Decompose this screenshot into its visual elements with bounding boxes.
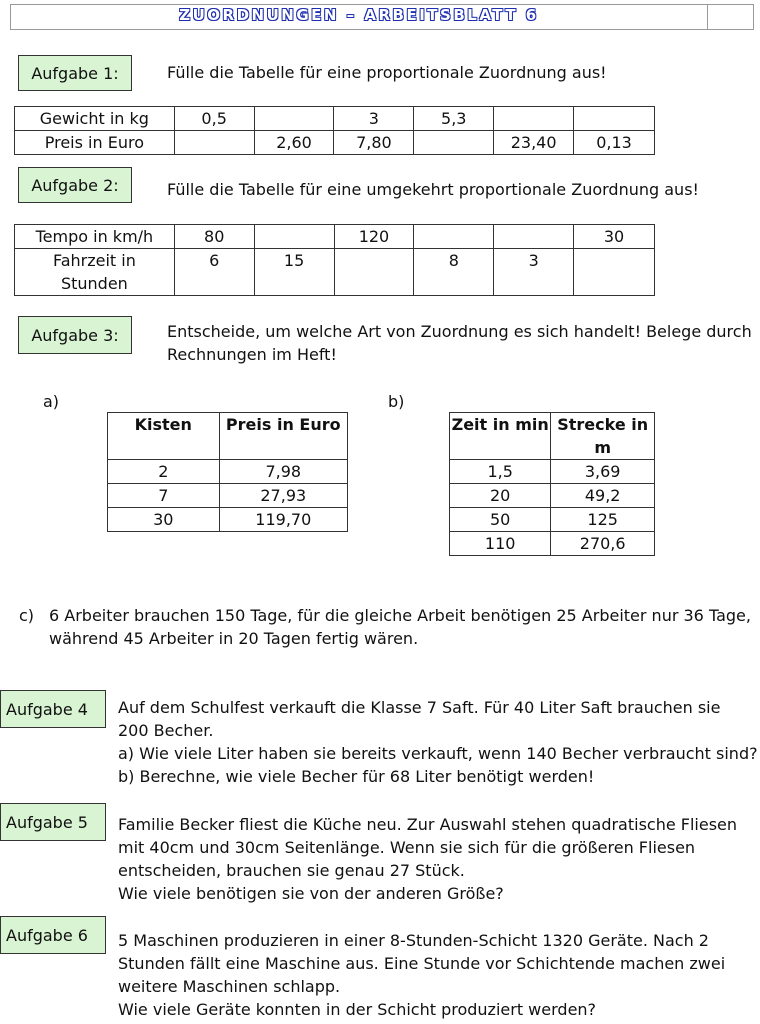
table-cell: 3,69 (551, 460, 655, 484)
aufgabe-6-line-2: Stunden fällt eine Maschine aus. Eine Stunde vor Schichtende machen zwei (118, 954, 726, 973)
table-cell (15, 249, 175, 296)
aufgabe-6-line-4: Wie viele Geräte konnten in der Schicht produziert werden? (118, 1000, 597, 1019)
table-header (551, 413, 655, 460)
table-row (450, 508, 655, 532)
aufgabe-2-instruction: Fülle die Tabelle für eine umgekehrt proportionale Zuordnung aus! (167, 180, 699, 199)
table-cell: 8 (414, 249, 494, 296)
table-cell: 2,60 (254, 131, 334, 155)
aufgabe-5-line-1: Familie Becker fliest die Küche neu. Zur Auswahl stehen quadratische Fliesen (118, 815, 738, 834)
table-cell[interactable] (574, 249, 655, 296)
aufgabe-3-instruction-line-2: Rechnungen im Heft! (167, 345, 337, 364)
aufgabe-6-line-3: weitere Maschinen schlapp. (118, 977, 341, 996)
table-row (450, 460, 655, 484)
table-cell[interactable] (494, 107, 574, 131)
table-cell: 5,3 (414, 107, 494, 131)
aufgabe-4-question-b: b) Berechne, wie viele Becher für 68 Liter benötigt werden! (118, 767, 595, 786)
title-bar (10, 4, 754, 30)
table-cell[interactable] (254, 107, 334, 131)
table-cell: 0,5 (174, 107, 254, 131)
part-c-label: c) (19, 606, 35, 625)
part-a-label: a) (43, 392, 60, 411)
aufgabe-4-question-a: a) Wie viele Liter haben sie bereits verkauft, wenn 140 Becher verbraucht sind? (118, 744, 758, 763)
table-row (108, 460, 348, 484)
aufgabe-5-line-2: mit 40cm und 30cm Seitenlänge. Wenn sie sich für die größeren Fliesen (118, 838, 696, 857)
table-cell: 15 (254, 249, 334, 296)
table-cell: 110 (450, 532, 551, 556)
table-cell: 6 (174, 249, 254, 296)
title-divider (707, 5, 708, 29)
table-cell: 7,80 (334, 131, 414, 155)
table-cell: 1,5 (450, 460, 551, 484)
table-row (108, 508, 348, 532)
table-row (15, 107, 655, 131)
table-row (15, 249, 655, 296)
part-a-table (107, 412, 348, 532)
table-cell: 49,2 (551, 484, 655, 508)
aufgabe-4-line-1: Auf dem Schulfest verkauft die Klasse 7 Saft. Für 40 Liter Saft brauchen sie (118, 698, 721, 717)
table-cell: 2 (108, 460, 220, 484)
table-cell[interactable] (414, 131, 494, 155)
table-row (15, 131, 655, 155)
table-cell: 7,98 (219, 460, 347, 484)
part-c-line-2: während 45 Arbeiter in 20 Tagen fertig wären. (49, 629, 419, 648)
worksheet-title: ZUORDNUNGEN – ARBEITSBLATT 6 (179, 6, 539, 24)
table-row (15, 225, 655, 249)
table-cell: Gewicht in kg (15, 107, 175, 131)
table-cell: 270,6 (551, 532, 655, 556)
aufgabe-5-line-4: Wie viele benötigen sie von der anderen Größe? (118, 884, 504, 903)
aufgabe-4-line-2: 200 Becher. (118, 721, 214, 740)
table-cell: 120 (334, 225, 414, 249)
aufgabe-3-label: Aufgabe 3: (18, 316, 132, 354)
aufgabe-4-label: Aufgabe 4 (0, 690, 106, 728)
table-row (450, 532, 655, 556)
row-label-line: Stunden (60, 274, 128, 293)
table-cell[interactable] (574, 107, 655, 131)
aufgabe-2-label: Aufgabe 2: (18, 167, 132, 203)
table-cell: 0,13 (574, 131, 655, 155)
table-cell: 23,40 (494, 131, 574, 155)
aufgabe-1-label: Aufgabe 1: (18, 55, 132, 91)
table-cell: 3 (334, 107, 414, 131)
table-cell: 125 (551, 508, 655, 532)
table-cell[interactable] (414, 225, 494, 249)
part-b-label: b) (388, 392, 405, 411)
table-cell[interactable] (254, 225, 334, 249)
table-header: Kisten (108, 413, 220, 460)
table-cell: 50 (450, 508, 551, 532)
aufgabe-5-label: Aufgabe 5 (0, 803, 106, 841)
table-cell: 30 (108, 508, 220, 532)
table-cell: 3 (494, 249, 574, 296)
table-cell: Preis in Euro (15, 131, 175, 155)
table-cell: 27,93 (219, 484, 347, 508)
aufgabe-2-table (14, 224, 655, 296)
aufgabe-1-instruction: Fülle die Tabelle für eine proportionale Zuordnung aus! (167, 63, 607, 82)
table-row (108, 484, 348, 508)
table-cell: 20 (450, 484, 551, 508)
table-header: Zeit in min (450, 413, 551, 460)
table-cell: Tempo in km/h (15, 225, 175, 249)
row-label-line: Fahrzeit in (52, 251, 136, 270)
table-header: Preis in Euro (219, 413, 347, 460)
aufgabe-6-label: Aufgabe 6 (0, 916, 106, 954)
table-cell: 119,70 (219, 508, 347, 532)
table-row (450, 484, 655, 508)
table-header-row (450, 413, 655, 460)
table-cell: 30 (574, 225, 655, 249)
table-cell[interactable] (494, 225, 574, 249)
part-c-line-1: 6 Arbeiter brauchen 150 Tage, für die gleiche Arbeit benötigen 25 Arbeiter nur 36 Tage, (49, 606, 751, 625)
table-cell: 80 (174, 225, 254, 249)
table-header-row (108, 413, 348, 460)
aufgabe-6-line-1: 5 Maschinen produzieren in einer 8-Stunden-Schicht 1320 Geräte. Nach 2 (118, 931, 709, 950)
aufgabe-5-line-3: entscheiden, brauchen sie genau 27 Stück. (118, 861, 465, 880)
part-b-table (449, 412, 655, 556)
aufgabe-3-instruction-line-1: Entscheide, um welche Art von Zuordnung es sich handelt! Belege durch (167, 322, 752, 341)
aufgabe-1-table (14, 106, 655, 155)
table-cell[interactable] (174, 131, 254, 155)
header-line: m (594, 438, 611, 457)
table-cell[interactable] (334, 249, 414, 296)
table-cell: 7 (108, 484, 220, 508)
header-line: Strecke in (557, 415, 649, 434)
